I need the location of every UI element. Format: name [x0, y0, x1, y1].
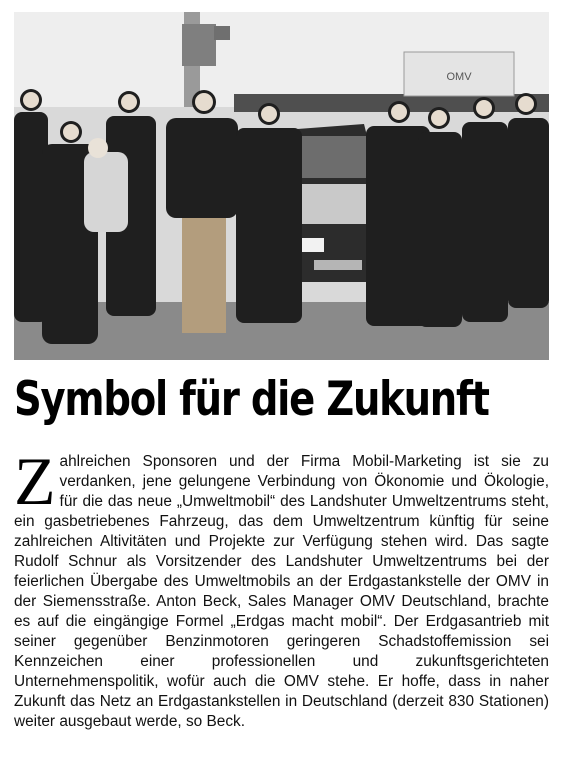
group-photo — [14, 12, 549, 360]
article-body-text: ahlreichen Sponsoren und der Firma Mobil-Marketing ist sie zu verdanken, jene gelungene Verbindung von Ökonomie und Ökologie, für die das neue „Umweltmobil“ des Landshuter Umweltzentrums steht, ein gasbetriebenes Fahrzeug, das dem Umweltzentrum künftig für seine zahlreichen Altivitäten und Projekte zur Verfügung stehen wird. Das sagte Rudolf Schnur als Vorsitzender des Landshuter Umweltzentrums bei der feierlichen Übergabe des Umweltmobils an der Erdgastankstelle der OMV in der Siemensstraße. Anton Beck, Sales Manager OMV Deutschland, brachte es auf die eingängige Formel „Erdgas macht mobil“. Der Erdgasantrieb mit seiner gegenüber Benzinmotoren geringeren Schadstoffemission sei Kennzeichen einer professionellen und zukunftsgerichteten Unternehmenspolitik, wofür auch die OMV stehe. Er hoffe, dass in naher Zukunft das Netz an Erdgastankstellen in Deutschland (derzeit 830 Stationen) weiter ausgebaut werde, so Beck. — [14, 453, 549, 730]
article-body — [14, 443, 549, 732]
station-sign-text: OMV — [446, 71, 472, 83]
article-dropcap: Z — [14, 443, 56, 519]
group-photo-illustration — [14, 12, 549, 360]
article-headline: Symbol für die Zukunft — [14, 372, 489, 427]
